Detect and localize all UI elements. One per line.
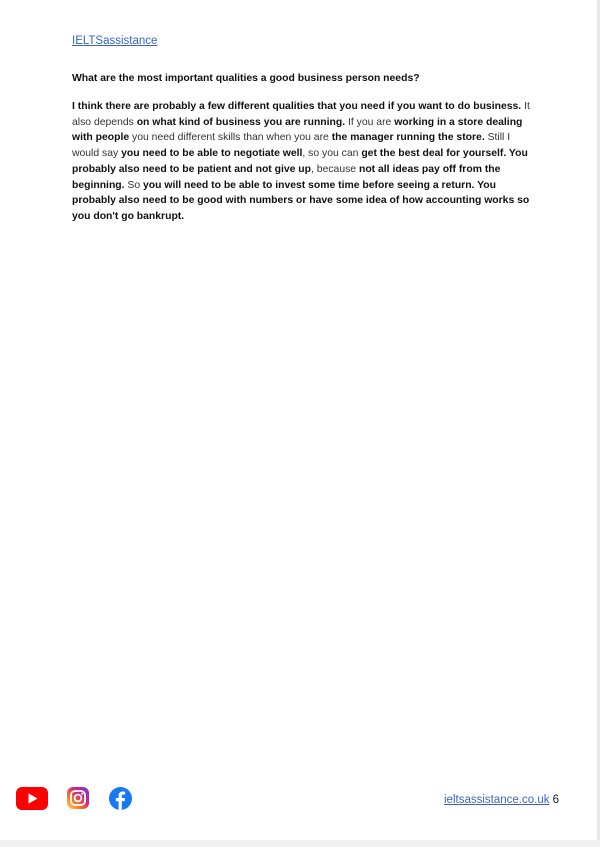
instagram-icon[interactable] (67, 786, 89, 810)
header-site-link[interactable]: IELTSassistance (72, 35, 158, 47)
youtube-icon[interactable] (16, 786, 48, 810)
answer-bold-segment: I think there are probably a few different qualities that you need if you want to do business. (72, 101, 522, 112)
facebook-icon[interactable] (109, 786, 132, 810)
answer-bold-segment: get the best deal for yourself. You probably also need to be patient and not give up (72, 148, 528, 175)
answer-plain-segment: Still I would say (72, 132, 511, 160)
answer-bold-segment: you will need to be able to invest some time before seeing a return. You probably also need to be good with numbers or have some idea of how accounting works so you don't go bankrupt. (72, 179, 530, 222)
answer-bold-segment: not all ideas pay off from the beginning. (72, 163, 501, 191)
answer-plain-segment: So (124, 179, 144, 191)
answer-plain-segment: If you are (345, 116, 395, 128)
answer-plain-segment: It also depends (72, 101, 530, 128)
answer-plain-segment: you need different skills than when you are (129, 132, 332, 144)
footer (444, 794, 559, 806)
answer-plain-segment: , so you can (302, 148, 362, 160)
answer-plain-segment: , because (311, 163, 359, 175)
answer-bold-segment: on what kind of business you are running. (136, 116, 346, 128)
answer-bold-segment: you need to be able to negotiate well (121, 148, 303, 160)
page-bottom-edge (0, 840, 600, 847)
answer-bold-segment: the manager running the store. (331, 132, 485, 144)
footer-site-link[interactable]: ieltsassistance.co.uk (444, 794, 550, 806)
answer-paragraph (72, 99, 534, 225)
question-heading: What are the most important qualities a good business person needs? (72, 73, 420, 84)
page-number: 6 (552, 794, 560, 806)
answer-bold-segment: working in a store dealing with people (72, 116, 523, 144)
